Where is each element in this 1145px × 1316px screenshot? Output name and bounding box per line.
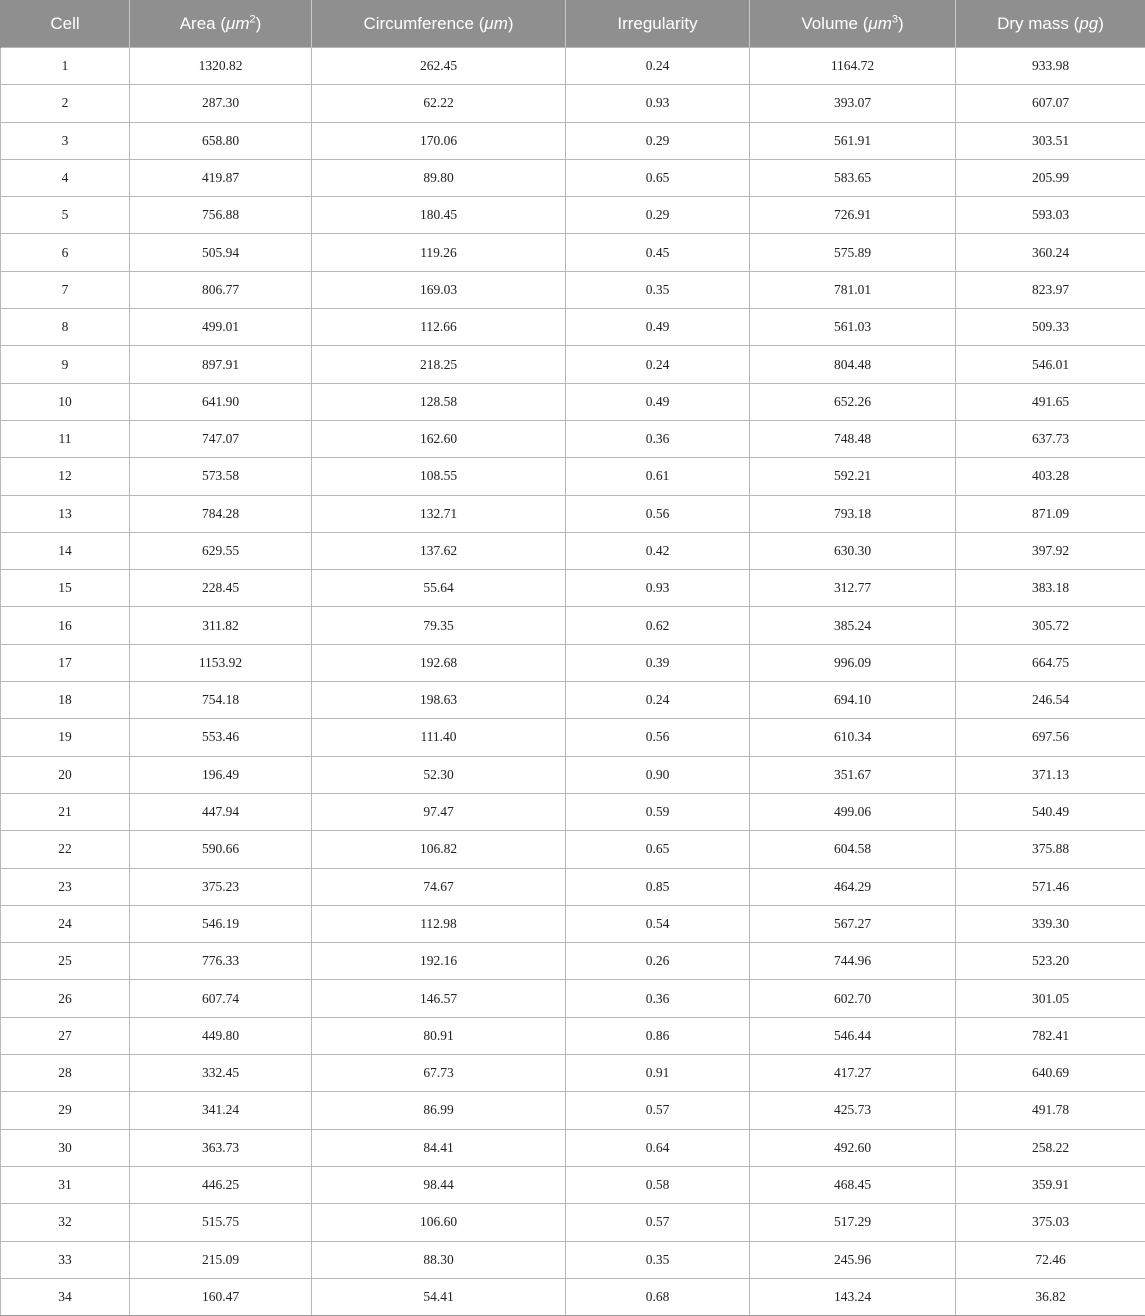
- column-header-dry-mass: [956, 0, 1145, 48]
- table-cell-area: 363.73: [130, 1129, 312, 1166]
- table-cell-area: 756.88: [130, 197, 312, 234]
- table-cell-circumference: 119.26: [312, 234, 566, 271]
- table-cell-cell-id: 14: [1, 532, 130, 569]
- table-cell-dry-mass: 637.73: [956, 420, 1145, 457]
- table-cell-circumference: 192.68: [312, 644, 566, 681]
- table-cell-irregularity: 0.93: [566, 85, 750, 122]
- table-cell-circumference: 146.57: [312, 980, 566, 1017]
- table-cell-circumference: 108.55: [312, 458, 566, 495]
- table-row: [1, 383, 1145, 420]
- table-cell-circumference: 128.58: [312, 383, 566, 420]
- table-cell-cell-id: 11: [1, 420, 130, 457]
- table-cell-area: 341.24: [130, 1092, 312, 1129]
- table-cell-volume: 996.09: [750, 644, 956, 681]
- table-cell-volume: 425.73: [750, 1092, 956, 1129]
- table-cell-volume: 575.89: [750, 234, 956, 271]
- table-cell-dry-mass: 823.97: [956, 271, 1145, 308]
- table-cell-volume: 417.27: [750, 1055, 956, 1092]
- column-header-cell: [1, 0, 130, 48]
- table-cell-irregularity: 0.49: [566, 383, 750, 420]
- table-row: [1, 197, 1145, 234]
- column-header-close-paren: ): [898, 14, 904, 33]
- table-row: [1, 346, 1145, 383]
- table-cell-volume: 561.03: [750, 309, 956, 346]
- table-cell-area: 1153.92: [130, 644, 312, 681]
- table-cell-irregularity: 0.24: [566, 48, 750, 85]
- table-cell-dry-mass: 571.46: [956, 868, 1145, 905]
- table-cell-circumference: 74.67: [312, 868, 566, 905]
- table-cell-irregularity: 0.93: [566, 570, 750, 607]
- table-row: [1, 532, 1145, 569]
- table-row: [1, 831, 1145, 868]
- table-cell-irregularity: 0.49: [566, 309, 750, 346]
- table-cell-cell-id: 34: [1, 1278, 130, 1315]
- table-cell-circumference: 162.60: [312, 420, 566, 457]
- table-row: [1, 1017, 1145, 1054]
- column-header-irregularity: [566, 0, 750, 48]
- table-cell-cell-id: 31: [1, 1166, 130, 1203]
- table-cell-circumference: 55.64: [312, 570, 566, 607]
- table-cell-cell-id: 2: [1, 85, 130, 122]
- table-cell-dry-mass: 375.03: [956, 1204, 1145, 1241]
- table-cell-area: 806.77: [130, 271, 312, 308]
- table-cell-volume: 583.65: [750, 159, 956, 196]
- table-cell-circumference: 89.80: [312, 159, 566, 196]
- header-row: [1, 0, 1145, 48]
- table-row: [1, 458, 1145, 495]
- column-header-label: Irregularity: [617, 14, 697, 33]
- table-row: [1, 943, 1145, 980]
- table-cell-volume: 602.70: [750, 980, 956, 1017]
- table-cell-dry-mass: 258.22: [956, 1129, 1145, 1166]
- table-cell-volume: 804.48: [750, 346, 956, 383]
- table-cell-irregularity: 0.39: [566, 644, 750, 681]
- table-cell-irregularity: 0.58: [566, 1166, 750, 1203]
- table-cell-dry-mass: 640.69: [956, 1055, 1145, 1092]
- table-cell-circumference: 111.40: [312, 719, 566, 756]
- table-cell-area: 505.94: [130, 234, 312, 271]
- column-header-volume: [750, 0, 956, 48]
- table-row: [1, 756, 1145, 793]
- table-cell-volume: 781.01: [750, 271, 956, 308]
- table-cell-irregularity: 0.64: [566, 1129, 750, 1166]
- table-row: [1, 495, 1145, 532]
- table-cell-cell-id: 4: [1, 159, 130, 196]
- column-header-unit-exponent: 2: [249, 13, 255, 25]
- table-cell-area: 287.30: [130, 85, 312, 122]
- table-cell-area: 332.45: [130, 1055, 312, 1092]
- table-row: [1, 793, 1145, 830]
- table-row: [1, 682, 1145, 719]
- table-cell-area: 641.90: [130, 383, 312, 420]
- table-cell-area: 419.87: [130, 159, 312, 196]
- table-row: [1, 48, 1145, 85]
- table-cell-volume: 567.27: [750, 905, 956, 942]
- table-cell-cell-id: 10: [1, 383, 130, 420]
- table-cell-circumference: 97.47: [312, 793, 566, 830]
- table-row: [1, 1092, 1145, 1129]
- table-cell-circumference: 62.22: [312, 85, 566, 122]
- table-cell-circumference: 218.25: [312, 346, 566, 383]
- table-cell-irregularity: 0.56: [566, 719, 750, 756]
- column-header-unit: μm: [484, 14, 507, 33]
- table-cell-irregularity: 0.86: [566, 1017, 750, 1054]
- table-cell-dry-mass: 359.91: [956, 1166, 1145, 1203]
- table-cell-dry-mass: 303.51: [956, 122, 1145, 159]
- table-cell-dry-mass: 360.24: [956, 234, 1145, 271]
- table-cell-cell-id: 20: [1, 756, 130, 793]
- table-cell-area: 515.75: [130, 1204, 312, 1241]
- table-cell-volume: 610.34: [750, 719, 956, 756]
- table-cell-area: 784.28: [130, 495, 312, 532]
- table-cell-cell-id: 13: [1, 495, 130, 532]
- table-cell-circumference: 54.41: [312, 1278, 566, 1315]
- table-cell-volume: 604.58: [750, 831, 956, 868]
- table-cell-area: 573.58: [130, 458, 312, 495]
- table-cell-volume: 143.24: [750, 1278, 956, 1315]
- table-cell-cell-id: 16: [1, 607, 130, 644]
- table-row: [1, 1055, 1145, 1092]
- table-cell-dry-mass: 933.98: [956, 48, 1145, 85]
- table-cell-irregularity: 0.59: [566, 793, 750, 830]
- table-cell-dry-mass: 607.07: [956, 85, 1145, 122]
- column-header-unit: μm: [226, 14, 249, 33]
- column-header-unit: pg: [1079, 14, 1098, 33]
- table-cell-dry-mass: 782.41: [956, 1017, 1145, 1054]
- table-cell-volume: 312.77: [750, 570, 956, 607]
- table-cell-area: 449.80: [130, 1017, 312, 1054]
- table-cell-circumference: 180.45: [312, 197, 566, 234]
- table-cell-area: 658.80: [130, 122, 312, 159]
- table-cell-dry-mass: 205.99: [956, 159, 1145, 196]
- column-header-label: Dry mass (: [997, 14, 1079, 33]
- table-cell-area: 546.19: [130, 905, 312, 942]
- table-cell-cell-id: 18: [1, 682, 130, 719]
- table-cell-volume: 499.06: [750, 793, 956, 830]
- table-cell-cell-id: 1: [1, 48, 130, 85]
- table-cell-dry-mass: 383.18: [956, 570, 1145, 607]
- table-cell-circumference: 132.71: [312, 495, 566, 532]
- table-cell-irregularity: 0.91: [566, 1055, 750, 1092]
- table-cell-irregularity: 0.56: [566, 495, 750, 532]
- table-cell-irregularity: 0.65: [566, 159, 750, 196]
- table-cell-volume: 561.91: [750, 122, 956, 159]
- table-cell-irregularity: 0.65: [566, 831, 750, 868]
- table-cell-circumference: 88.30: [312, 1241, 566, 1278]
- table-row: [1, 1204, 1145, 1241]
- table-row: [1, 644, 1145, 681]
- table-cell-volume: 492.60: [750, 1129, 956, 1166]
- table-cell-irregularity: 0.90: [566, 756, 750, 793]
- table-cell-cell-id: 30: [1, 1129, 130, 1166]
- table-row: [1, 271, 1145, 308]
- table-cell-cell-id: 26: [1, 980, 130, 1017]
- table-cell-volume: 385.24: [750, 607, 956, 644]
- table-cell-irregularity: 0.35: [566, 271, 750, 308]
- table-cell-cell-id: 23: [1, 868, 130, 905]
- table-cell-dry-mass: 540.49: [956, 793, 1145, 830]
- table-cell-cell-id: 25: [1, 943, 130, 980]
- table-row: [1, 420, 1145, 457]
- table-cell-area: 447.94: [130, 793, 312, 830]
- table-cell-irregularity: 0.57: [566, 1092, 750, 1129]
- table-row: [1, 85, 1145, 122]
- table-cell-cell-id: 17: [1, 644, 130, 681]
- table-cell-irregularity: 0.24: [566, 346, 750, 383]
- table-cell-dry-mass: 546.01: [956, 346, 1145, 383]
- table-cell-circumference: 67.73: [312, 1055, 566, 1092]
- column-header-unit-exponent: 3: [892, 13, 898, 25]
- table-cell-irregularity: 0.68: [566, 1278, 750, 1315]
- table-cell-dry-mass: 397.92: [956, 532, 1145, 569]
- table-row: [1, 1278, 1145, 1315]
- table-cell-area: 215.09: [130, 1241, 312, 1278]
- table-cell-cell-id: 15: [1, 570, 130, 607]
- table-cell-irregularity: 0.24: [566, 682, 750, 719]
- table-cell-circumference: 192.16: [312, 943, 566, 980]
- table-row: [1, 570, 1145, 607]
- table-cell-irregularity: 0.62: [566, 607, 750, 644]
- table-row: [1, 719, 1145, 756]
- table-cell-area: 446.25: [130, 1166, 312, 1203]
- table-cell-dry-mass: 593.03: [956, 197, 1145, 234]
- table-cell-irregularity: 0.36: [566, 420, 750, 457]
- table-cell-area: 747.07: [130, 420, 312, 457]
- table-cell-dry-mass: 697.56: [956, 719, 1145, 756]
- table-row: [1, 1241, 1145, 1278]
- table-cell-volume: 351.67: [750, 756, 956, 793]
- table-row: [1, 1166, 1145, 1203]
- table-cell-dry-mass: 871.09: [956, 495, 1145, 532]
- table-cell-irregularity: 0.85: [566, 868, 750, 905]
- table-cell-volume: 393.07: [750, 85, 956, 122]
- table-cell-volume: 464.29: [750, 868, 956, 905]
- table-cell-volume: 744.96: [750, 943, 956, 980]
- table-cell-cell-id: 5: [1, 197, 130, 234]
- table-cell-cell-id: 3: [1, 122, 130, 159]
- table-cell-circumference: 84.41: [312, 1129, 566, 1166]
- column-header-circumference: [312, 0, 566, 48]
- table-cell-circumference: 80.91: [312, 1017, 566, 1054]
- table-row: [1, 122, 1145, 159]
- table-cell-dry-mass: 246.54: [956, 682, 1145, 719]
- table-cell-area: 499.01: [130, 309, 312, 346]
- table-row: [1, 980, 1145, 1017]
- table-cell-circumference: 106.82: [312, 831, 566, 868]
- table-cell-volume: 546.44: [750, 1017, 956, 1054]
- table-cell-cell-id: 7: [1, 271, 130, 308]
- table-cell-dry-mass: 491.65: [956, 383, 1145, 420]
- table-cell-area: 590.66: [130, 831, 312, 868]
- table-cell-dry-mass: 375.88: [956, 831, 1145, 868]
- table-cell-circumference: 112.66: [312, 309, 566, 346]
- table-cell-volume: 245.96: [750, 1241, 956, 1278]
- table-cell-volume: 748.48: [750, 420, 956, 457]
- table-cell-area: 776.33: [130, 943, 312, 980]
- table-cell-area: 607.74: [130, 980, 312, 1017]
- table-cell-dry-mass: 371.13: [956, 756, 1145, 793]
- table-cell-irregularity: 0.29: [566, 197, 750, 234]
- table-cell-dry-mass: 339.30: [956, 905, 1145, 942]
- table-row: [1, 234, 1145, 271]
- table-cell-dry-mass: 664.75: [956, 644, 1145, 681]
- table-cell-irregularity: 0.26: [566, 943, 750, 980]
- table-cell-area: 196.49: [130, 756, 312, 793]
- table-row: [1, 309, 1145, 346]
- table-cell-irregularity: 0.36: [566, 980, 750, 1017]
- table-cell-volume: 468.45: [750, 1166, 956, 1203]
- table-cell-volume: 726.91: [750, 197, 956, 234]
- column-header-close-paren: ): [256, 14, 262, 33]
- table-cell-volume: 694.10: [750, 682, 956, 719]
- table-cell-irregularity: 0.35: [566, 1241, 750, 1278]
- table-cell-circumference: 98.44: [312, 1166, 566, 1203]
- table-cell-cell-id: 9: [1, 346, 130, 383]
- table-cell-cell-id: 6: [1, 234, 130, 271]
- table-body: [1, 48, 1145, 1316]
- column-header-area: [130, 0, 312, 48]
- column-header-label: Cell: [50, 14, 79, 33]
- table-cell-irregularity: 0.29: [566, 122, 750, 159]
- table-cell-cell-id: 33: [1, 1241, 130, 1278]
- table-cell-area: 553.46: [130, 719, 312, 756]
- table-cell-area: 228.45: [130, 570, 312, 607]
- table-cell-cell-id: 24: [1, 905, 130, 942]
- table-cell-irregularity: 0.42: [566, 532, 750, 569]
- table-row: [1, 1129, 1145, 1166]
- table-cell-volume: 652.26: [750, 383, 956, 420]
- table-cell-cell-id: 22: [1, 831, 130, 868]
- table-cell-dry-mass: 523.20: [956, 943, 1145, 980]
- table-cell-circumference: 52.30: [312, 756, 566, 793]
- table-cell-area: 754.18: [130, 682, 312, 719]
- table-cell-area: 1320.82: [130, 48, 312, 85]
- table-cell-circumference: 137.62: [312, 532, 566, 569]
- table-cell-circumference: 170.06: [312, 122, 566, 159]
- table-cell-volume: 592.21: [750, 458, 956, 495]
- table-cell-cell-id: 21: [1, 793, 130, 830]
- table-cell-circumference: 112.98: [312, 905, 566, 942]
- table-cell-cell-id: 8: [1, 309, 130, 346]
- table-cell-area: 311.82: [130, 607, 312, 644]
- table-cell-dry-mass: 305.72: [956, 607, 1145, 644]
- column-header-unit: μm: [868, 14, 891, 33]
- table-cell-irregularity: 0.61: [566, 458, 750, 495]
- table-cell-circumference: 262.45: [312, 48, 566, 85]
- table-cell-volume: 630.30: [750, 532, 956, 569]
- table-row: [1, 159, 1145, 196]
- table-cell-irregularity: 0.57: [566, 1204, 750, 1241]
- table-cell-circumference: 198.63: [312, 682, 566, 719]
- table-cell-dry-mass: 36.82: [956, 1278, 1145, 1315]
- column-header-label: Volume (: [801, 14, 868, 33]
- table-cell-cell-id: 27: [1, 1017, 130, 1054]
- table-cell-circumference: 79.35: [312, 607, 566, 644]
- table-cell-volume: 1164.72: [750, 48, 956, 85]
- table-cell-area: 897.91: [130, 346, 312, 383]
- table-cell-cell-id: 29: [1, 1092, 130, 1129]
- table-row: [1, 607, 1145, 644]
- table-cell-cell-id: 19: [1, 719, 130, 756]
- column-header-label: Circumference (: [363, 14, 484, 33]
- table-cell-cell-id: 12: [1, 458, 130, 495]
- table-cell-cell-id: 32: [1, 1204, 130, 1241]
- column-header-close-paren: ): [508, 14, 514, 33]
- table-cell-area: 629.55: [130, 532, 312, 569]
- table-cell-irregularity: 0.45: [566, 234, 750, 271]
- table-cell-volume: 517.29: [750, 1204, 956, 1241]
- table-cell-dry-mass: 491.78: [956, 1092, 1145, 1129]
- table-cell-irregularity: 0.54: [566, 905, 750, 942]
- column-header-label: Area (: [180, 14, 226, 33]
- table-header: [1, 0, 1145, 48]
- table-cell-volume: 793.18: [750, 495, 956, 532]
- table-cell-area: 375.23: [130, 868, 312, 905]
- table-cell-dry-mass: 72.46: [956, 1241, 1145, 1278]
- table-cell-area: 160.47: [130, 1278, 312, 1315]
- table-cell-dry-mass: 509.33: [956, 309, 1145, 346]
- table-cell-circumference: 86.99: [312, 1092, 566, 1129]
- table-cell-dry-mass: 301.05: [956, 980, 1145, 1017]
- table-cell-circumference: 106.60: [312, 1204, 566, 1241]
- table-row: [1, 868, 1145, 905]
- table-cell-dry-mass: 403.28: [956, 458, 1145, 495]
- table-cell-cell-id: 28: [1, 1055, 130, 1092]
- column-header-close-paren: ): [1098, 14, 1104, 33]
- table-row: [1, 905, 1145, 942]
- table-cell-circumference: 169.03: [312, 271, 566, 308]
